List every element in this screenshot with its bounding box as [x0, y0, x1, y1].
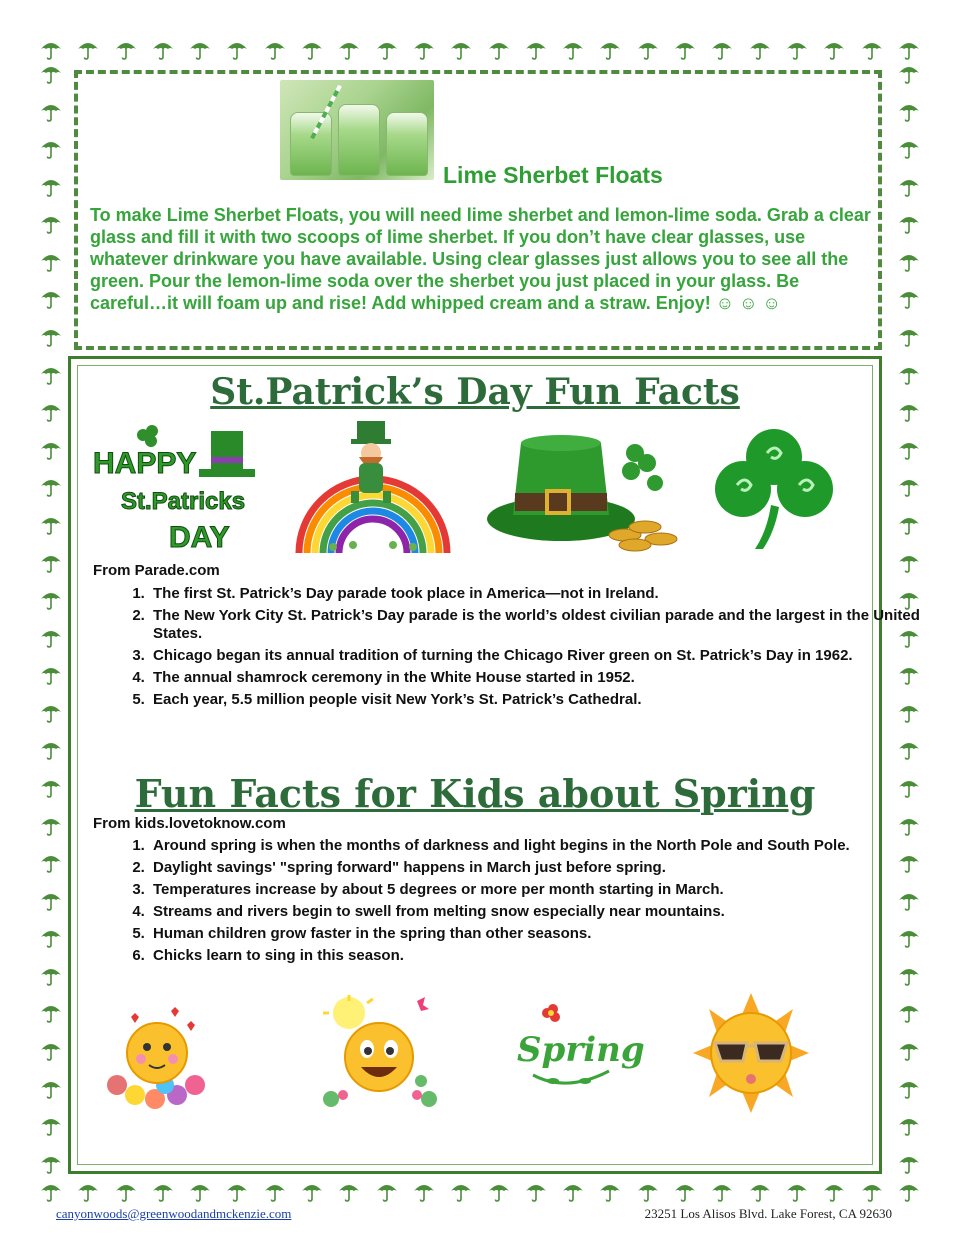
umbrella-icon [40, 1077, 62, 1099]
umbrella-icon [898, 438, 920, 460]
umbrella-icon [40, 814, 62, 836]
umbrella-icon [898, 475, 920, 497]
umbrella-icon [823, 1180, 845, 1202]
float-body: To make Lime Sherbet Floats, you will need lime sherbet and lemon-lime soda. Grab a clear glass and fill it with two scoops of lime sherbet. If you don’t have clear glasses, use whatever drinkware you have available. Using clear glasses just allows you to see all the green. Pour the lemon-lime soda over the sherbet you just placed in your glass. Be careful…it will foam up and rise! Add whipped cream and a straw. Enjoy! [90, 205, 871, 313]
sherbet-float-photo [280, 80, 434, 180]
umbrella-icon [711, 1180, 733, 1202]
umbrella-icon [525, 38, 547, 60]
umbrella-icon [562, 1180, 584, 1202]
umbrella-icon [40, 1001, 62, 1023]
umbrella-icon [40, 1114, 62, 1136]
umbrella-icon [376, 1180, 398, 1202]
umbrella-icon [40, 738, 62, 760]
umbrella-icon [152, 38, 174, 60]
umbrella-icon [711, 38, 733, 60]
umbrella-icon [40, 513, 62, 535]
umbrella-icon [898, 513, 920, 535]
umbrella-icon [338, 38, 360, 60]
umbrella-icon [189, 1180, 211, 1202]
umbrella-icon [40, 588, 62, 610]
badge-line1: HAPPY [93, 447, 197, 480]
list-item: 1. The first St. Patrick’s Day parade took place in America—not in Ireland. [149, 585, 925, 603]
list-item: 4. The annual shamrock ceremony in the White House started in 1952. [149, 669, 925, 687]
umbrella-icon [115, 1180, 137, 1202]
umbrella-icon [749, 38, 771, 60]
umbrella-icon [674, 1180, 696, 1202]
umbrella-icon [898, 551, 920, 573]
umbrella-icon [749, 1180, 771, 1202]
umbrella-icon [898, 38, 920, 60]
sun-sunglasses-icon [691, 991, 811, 1115]
umbrella-icon [450, 38, 472, 60]
footer-email-link[interactable]: canyonwoods@greenwoodandmckenzie.com [56, 1206, 292, 1221]
umbrella-icon [488, 38, 510, 60]
border-top [40, 38, 920, 60]
umbrella-icon [77, 38, 99, 60]
spring-word-icon [513, 1001, 645, 1091]
jar-icon [290, 112, 332, 176]
umbrella-icon [301, 1180, 323, 1202]
facts-box [68, 356, 920, 1174]
umbrella-icon [898, 1152, 920, 1174]
umbrella-icon [40, 400, 62, 422]
umbrella-icon [115, 38, 137, 60]
list-item: 5. Each year, 5.5 million people visit New York’s St. Patrick’s Cathedral. [149, 691, 925, 709]
umbrella-icon [898, 287, 920, 309]
umbrella-icon [40, 1180, 62, 1202]
umbrella-icon [898, 814, 920, 836]
list-item: 6. Chicks learn to sing in this season. [149, 947, 925, 965]
float-title: Lime Sherbet Floats [443, 162, 663, 188]
spring-title: Fun Facts for Kids about Spring [134, 771, 816, 816]
list-item: 2. Daylight savings' "spring forward" happens in March just before spring. [149, 859, 925, 877]
umbrella-icon [637, 1180, 659, 1202]
umbrella-icon [786, 1180, 808, 1202]
umbrella-icon [40, 1152, 62, 1174]
umbrella-icon [40, 1039, 62, 1061]
umbrella-icon [264, 38, 286, 60]
smiley-flowers-icon [101, 1003, 217, 1111]
parade-source: From Parade.com [93, 562, 220, 579]
umbrella-icon [861, 1180, 883, 1202]
stpatricks-facts-list [93, 585, 925, 713]
umbrella-icon [40, 851, 62, 873]
list-item: 4. Streams and rivers begin to swell from melting snow especially near mountains. [149, 903, 925, 921]
umbrella-icon [674, 38, 696, 60]
umbrella-icon [898, 1114, 920, 1136]
badge-line3: DAY [169, 521, 230, 554]
umbrella-icon [898, 137, 920, 159]
border-bottom [40, 1180, 920, 1202]
umbrella-icon [40, 701, 62, 723]
list-item: 5. Human children grow faster in the spring than other seasons. [149, 925, 925, 943]
list-item: 1. Around spring is when the months of darkness and light begins in the North Pole and South Pole. [149, 837, 925, 855]
umbrella-icon [413, 38, 435, 60]
umbrella-icon [301, 38, 323, 60]
umbrella-icon [40, 551, 62, 573]
umbrella-icon [898, 400, 920, 422]
spring-word: Spring [517, 1030, 645, 1070]
umbrella-icon [40, 62, 62, 84]
umbrella-icon [525, 1180, 547, 1202]
list-item: 2. The New York City St. Patrick’s Day parade is the world’s oldest civilian parade and the largest in the United States. [149, 607, 925, 643]
umbrella-icon [450, 1180, 472, 1202]
umbrella-icon [40, 663, 62, 685]
umbrella-icon [861, 38, 883, 60]
umbrella-icon [77, 1180, 99, 1202]
umbrella-icon [40, 964, 62, 986]
umbrella-icon [189, 38, 211, 60]
umbrella-icon [898, 363, 920, 385]
umbrella-icon [40, 889, 62, 911]
umbrella-icon [898, 175, 920, 197]
umbrella-icon [898, 1039, 920, 1061]
umbrella-icon [898, 250, 920, 272]
umbrella-icon [562, 38, 584, 60]
jar-icon [338, 104, 380, 176]
umbrella-icon [40, 212, 62, 234]
leprechaun-rainbow-icon [293, 419, 453, 555]
umbrella-icon [264, 1180, 286, 1202]
spring-facts-list [93, 837, 925, 969]
umbrella-icon [786, 38, 808, 60]
border-left [40, 62, 62, 1174]
umbrella-icon [40, 776, 62, 798]
umbrella-icon [40, 250, 62, 272]
umbrella-icon [599, 1180, 621, 1202]
umbrella-icon [898, 776, 920, 798]
float-instructions [90, 204, 880, 314]
umbrella-icon [40, 100, 62, 122]
shamrock-icon [711, 427, 837, 551]
umbrella-icon [40, 287, 62, 309]
umbrella-icon [898, 100, 920, 122]
umbrella-icon [898, 1001, 920, 1023]
jar-icon [386, 112, 428, 176]
top-hat-icon [485, 423, 681, 555]
umbrella-icon [40, 626, 62, 648]
umbrella-icon [823, 38, 845, 60]
umbrella-icon [898, 1180, 920, 1202]
umbrella-icon [898, 1077, 920, 1099]
spring-source: From kids.lovetoknow.com [93, 815, 286, 832]
list-item: 3. Temperatures increase by about 5 degrees or more per month starting in March. [149, 881, 925, 899]
sun-smiley-icon [321, 995, 441, 1113]
umbrella-icon [152, 1180, 174, 1202]
umbrella-icon [40, 363, 62, 385]
umbrella-icon [413, 1180, 435, 1202]
umbrella-icon [376, 38, 398, 60]
umbrella-icon [599, 38, 621, 60]
umbrella-icon [40, 475, 62, 497]
umbrella-icon [40, 438, 62, 460]
umbrella-icon [898, 738, 920, 760]
umbrella-icon [898, 325, 920, 347]
umbrella-icon [488, 1180, 510, 1202]
float-recipe-box [74, 70, 882, 350]
umbrella-icon [898, 212, 920, 234]
umbrella-icon [40, 137, 62, 159]
umbrella-icon [40, 38, 62, 60]
stpatricks-title: St.Patrick’s Day Fun Facts [210, 371, 740, 413]
smiley-icons: ☺ ☺ ☺ [715, 293, 781, 313]
umbrella-icon [338, 1180, 360, 1202]
umbrella-icon [226, 38, 248, 60]
happy-stpatricks-badge [91, 421, 273, 557]
umbrella-icon [898, 62, 920, 84]
badge-line2: St.Patricks [121, 488, 246, 515]
umbrella-icon [226, 1180, 248, 1202]
umbrella-icon [40, 926, 62, 948]
list-item: 3. Chicago began its annual tradition of turning the Chicago River green on St. Patrick’s Day in 1962. [149, 647, 925, 665]
footer-address: 23251 Los Alisos Blvd. Lake Forest, CA 92630 [644, 1206, 892, 1221]
umbrella-icon [40, 175, 62, 197]
umbrella-icon [637, 38, 659, 60]
umbrella-icon [40, 325, 62, 347]
